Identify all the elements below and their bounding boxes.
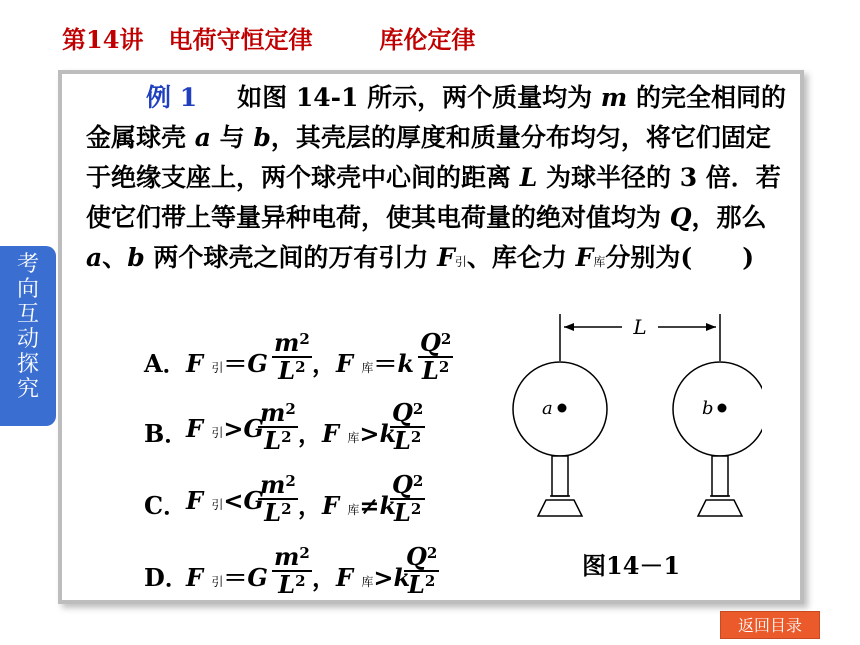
var-L: L	[394, 426, 411, 455]
var-Q: Q	[669, 203, 692, 232]
relation-symbol: ≠	[359, 491, 380, 520]
question-fragment: 、	[102, 243, 128, 272]
option-letter: A．	[144, 349, 187, 378]
const-G: G	[243, 486, 265, 515]
relation-symbol: >	[223, 414, 244, 443]
question-fragment: 分别为( )	[605, 243, 755, 272]
var-F: F	[186, 349, 204, 378]
figure-14-1-diagram	[502, 304, 762, 554]
const-G: G	[247, 563, 268, 592]
question-fragment: 如图 14-1 所示，两个质量均为	[237, 83, 601, 112]
var-L: L	[408, 570, 425, 599]
exponent: 2	[410, 500, 422, 518]
exponent: 2	[299, 330, 310, 348]
var-a: a	[86, 243, 103, 272]
subscript-ku: 库	[593, 255, 606, 269]
relation-symbol: ＝	[223, 349, 248, 378]
exponent: 2	[424, 572, 436, 590]
var-m: m	[274, 328, 300, 357]
question-fragment: 为球半径的 3 倍．若使它们带上等量异种电荷，使其电荷量的绝对值均为	[86, 163, 781, 232]
figure-caption: 图14－1	[582, 551, 681, 580]
relation-symbol: >	[373, 563, 394, 592]
exponent: 2	[299, 544, 310, 562]
lecture-number: 第14讲	[62, 25, 144, 54]
var-b: b	[127, 243, 145, 272]
exponent: 2	[412, 400, 424, 418]
var-b: b	[253, 123, 271, 152]
var-F: F	[575, 243, 594, 272]
fraction-m2-L2	[272, 330, 312, 384]
var-F: F	[186, 563, 204, 592]
subscript-ku: 库	[361, 575, 374, 589]
option-a[interactable]	[144, 326, 504, 386]
option-letter: B．	[144, 419, 189, 448]
var-a: a	[194, 123, 211, 152]
side-tab-char: 向	[16, 277, 39, 302]
lesson-header	[62, 20, 475, 55]
var-m: m	[260, 470, 286, 499]
option-formula	[186, 540, 506, 600]
exponent: 2	[440, 330, 452, 348]
option-formula	[186, 396, 506, 456]
option-letter: C．	[144, 491, 188, 520]
sphere-b-base	[698, 500, 742, 516]
subscript-ku: 库	[347, 503, 360, 517]
var-m: m	[600, 83, 628, 112]
sphere-a-support-post	[552, 456, 568, 496]
side-tab-char: 动	[16, 327, 39, 352]
question-fragment: 与	[210, 123, 254, 152]
var-L: L	[519, 163, 538, 192]
var-Q: Q	[392, 470, 413, 499]
var-F: F	[322, 419, 340, 448]
var-L: L	[264, 498, 282, 527]
exponent: 2	[285, 400, 296, 418]
const-k: k	[379, 491, 397, 520]
fraction-m2-L2	[258, 472, 298, 526]
var-F: F	[437, 243, 455, 272]
fraction-Q2-L2	[404, 544, 439, 598]
var-m: m	[274, 542, 300, 571]
fraction-Q2-L2	[418, 330, 453, 384]
side-tab-char: 究	[16, 377, 39, 402]
question-fragment: ，其壳层的厚度和质量分布均匀，将它们固定于绝缘支座上，两个球壳中心间的距离	[86, 123, 771, 192]
comma: ，	[298, 419, 322, 448]
var-F: F	[336, 349, 354, 378]
fraction-m2-L2	[258, 400, 298, 454]
relation-symbol: <	[223, 486, 244, 515]
side-tab-char: 互	[16, 302, 39, 327]
var-L: L	[422, 356, 439, 385]
exponent: 2	[410, 428, 422, 446]
fraction-Q2-L2	[390, 400, 425, 454]
subscript-yin: 引	[454, 255, 467, 269]
example-label: 例 1	[146, 83, 198, 112]
question-fragment: 的完全相同的金属球壳	[86, 83, 786, 152]
topic-title-2: 库伦定律	[379, 25, 476, 54]
option-b[interactable]	[144, 396, 504, 456]
sphere-a-label: a	[542, 398, 553, 419]
var-L: L	[278, 570, 296, 599]
const-k: k	[379, 419, 397, 448]
topic-title-1: 电荷守恒定律	[168, 25, 313, 54]
subscript-yin: 引	[211, 361, 224, 375]
const-k: k	[393, 563, 411, 592]
fraction-Q2-L2	[390, 472, 425, 526]
var-F: F	[322, 491, 340, 520]
var-F: F	[186, 486, 204, 515]
subscript-yin: 引	[211, 426, 224, 440]
section-side-tab[interactable]	[0, 246, 56, 426]
const-k: k	[397, 349, 415, 378]
option-c[interactable]	[144, 468, 504, 528]
question-fragment: 、库仑力	[466, 243, 576, 272]
var-Q: Q	[406, 542, 427, 571]
exponent: 2	[281, 500, 292, 518]
sphere-b-label: b	[702, 398, 714, 419]
relation-symbol: >	[359, 419, 380, 448]
relation-symbol: ＝	[373, 349, 398, 378]
exponent: 2	[412, 472, 424, 490]
const-G: G	[247, 349, 268, 378]
fraction-m2-L2	[272, 544, 312, 598]
return-to-contents-button[interactable]: 返回目录	[720, 611, 820, 639]
var-m: m	[260, 398, 286, 427]
sphere-a-base	[538, 500, 582, 516]
side-tab-char: 探	[16, 352, 39, 377]
sphere-b-shell	[673, 362, 762, 456]
sphere-b-center-dot	[718, 404, 727, 413]
var-Q: Q	[392, 398, 413, 427]
comma: ，	[312, 563, 336, 592]
subscript-yin: 引	[211, 575, 224, 589]
var-Q: Q	[420, 328, 441, 357]
option-d[interactable]	[144, 540, 504, 600]
comma: ，	[298, 491, 322, 520]
exponent: 2	[295, 358, 306, 376]
comma: ，	[312, 349, 336, 378]
sphere-b-support-post	[712, 456, 728, 496]
question-fragment: 两个球壳之间的万有引力	[144, 243, 438, 272]
var-L: L	[278, 356, 296, 385]
relation-symbol: ＝	[223, 563, 248, 592]
exponent: 2	[438, 358, 450, 376]
const-G: G	[243, 414, 265, 443]
sphere-a-center-dot	[558, 404, 567, 413]
side-tab-char: 考	[16, 252, 39, 277]
option-formula	[186, 468, 506, 528]
question-text	[86, 78, 786, 282]
subscript-yin: 引	[211, 498, 224, 512]
question-card	[58, 70, 804, 604]
exponent: 2	[281, 428, 292, 446]
var-L: L	[394, 498, 411, 527]
arrowhead-right-icon	[706, 323, 716, 331]
exponent: 2	[285, 472, 296, 490]
var-F: F	[336, 563, 354, 592]
exponent: 2	[426, 544, 438, 562]
subscript-ku: 库	[361, 361, 374, 375]
subscript-ku: 库	[347, 431, 360, 445]
option-formula	[186, 326, 506, 386]
arrowhead-left-icon	[564, 323, 574, 331]
var-L: L	[264, 426, 282, 455]
option-letter: D．	[144, 563, 189, 592]
exponent: 2	[295, 572, 306, 590]
question-fragment: ，那么	[691, 203, 767, 232]
distance-label: L	[633, 315, 647, 339]
var-F: F	[186, 414, 204, 443]
